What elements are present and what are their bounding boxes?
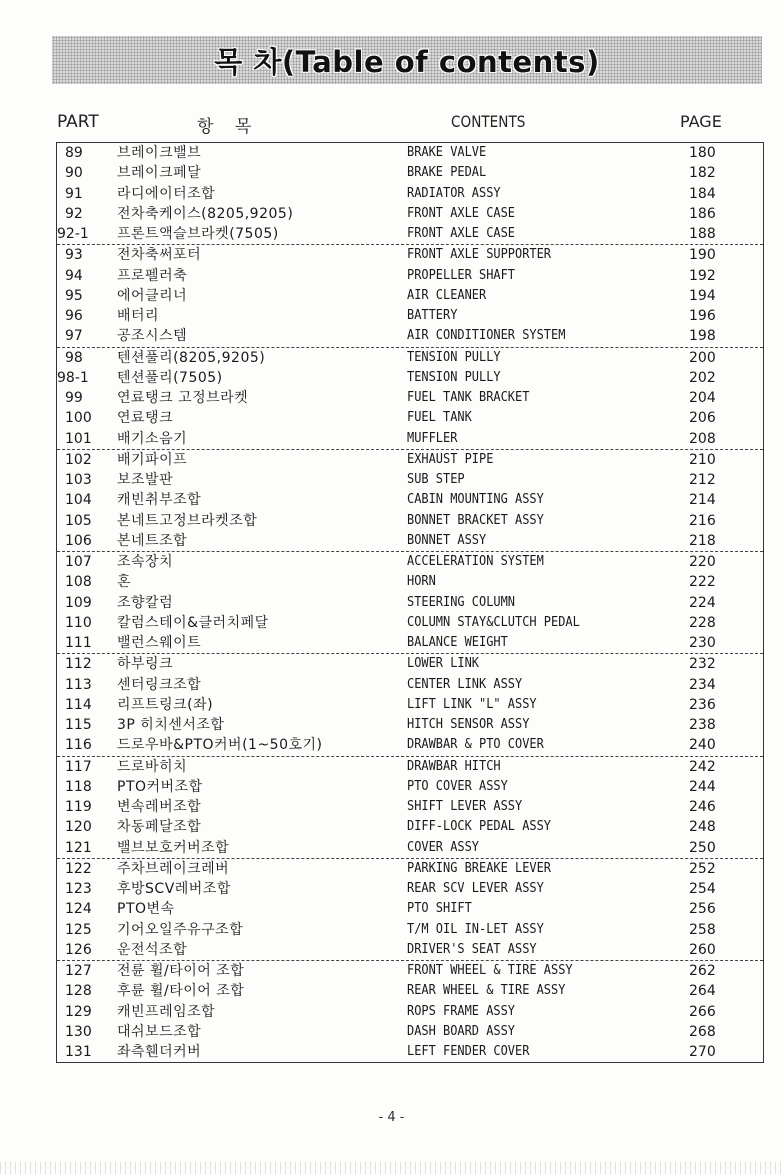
toc-part-number: 93 — [65, 247, 83, 264]
toc-part-number: 99 — [65, 390, 83, 406]
toc-english-title: TENSION PULLY — [407, 349, 501, 365]
toc-korean-title: 연료탱크 고정브라켓 — [117, 390, 249, 406]
toc-row[interactable] — [57, 368, 763, 388]
toc-part-number: 118 — [65, 778, 92, 795]
toc-page-number: 262 — [689, 963, 716, 979]
toc-korean-title: 전차축케이스(8205,9205) — [117, 205, 294, 222]
toc-part-number: 100 — [65, 410, 92, 427]
toc-page-number: 180 — [689, 145, 716, 161]
toc-row[interactable] — [57, 204, 763, 224]
toc-english-title: AIR CLEANER — [407, 287, 487, 303]
toc-page-number: 228 — [689, 614, 716, 631]
header-page: PAGE — [680, 112, 722, 131]
toc-group — [57, 348, 763, 450]
toc-row[interactable] — [57, 593, 763, 613]
toc-english-title: LIFT LINK "L" ASSY — [407, 696, 537, 712]
toc-part-number: 105 — [65, 512, 92, 529]
toc-page-number: 270 — [689, 1044, 716, 1060]
toc-row[interactable] — [57, 245, 763, 265]
header-part: PART — [57, 112, 99, 132]
toc-page-number: 186 — [689, 205, 716, 222]
toc-row[interactable] — [57, 552, 763, 572]
toc-korean-title: 대쉬보드조합 — [117, 1023, 202, 1040]
toc-row[interactable] — [57, 981, 763, 1001]
scan-edge — [0, 1162, 783, 1174]
toc-page-number: 254 — [689, 881, 716, 897]
toc-page-number: 204 — [689, 390, 716, 406]
toc-korean-title: 텐션풀리(8205,9205) — [117, 349, 266, 366]
toc-group — [57, 757, 763, 859]
toc-row[interactable] — [57, 572, 763, 592]
toc-row[interactable] — [57, 838, 763, 858]
toc-page-number: 268 — [689, 1023, 716, 1040]
toc-group — [57, 654, 763, 756]
toc-page-number: 246 — [689, 799, 716, 815]
toc-page-number: 202 — [689, 369, 716, 386]
toc-part-number: 116 — [65, 737, 92, 754]
toc-korean-title: 변속레버조합 — [117, 799, 202, 815]
toc-row[interactable] — [57, 470, 763, 490]
toc-row[interactable] — [57, 613, 763, 633]
toc-table — [56, 142, 764, 1063]
toc-part-number: 97 — [65, 328, 83, 345]
toc-korean-title: 후륜 휠/타이어 조합 — [117, 983, 245, 1000]
toc-part-number: 112 — [65, 656, 92, 673]
toc-part-number: 101 — [65, 430, 92, 447]
toc-korean-title: 배터리 — [117, 308, 160, 324]
toc-row[interactable] — [57, 1002, 763, 1022]
toc-part-number: 128 — [65, 983, 92, 1000]
toc-korean-title: 칼럼스테이&클러치페달 — [117, 614, 269, 631]
toc-korean-title: 하부링크 — [117, 656, 174, 673]
toc-part-number: 98 — [65, 349, 83, 366]
toc-english-title: REAR WHEEL & TIRE ASSY — [407, 983, 566, 999]
toc-row[interactable] — [57, 879, 763, 899]
toc-english-title: FRONT AXLE CASE — [407, 226, 516, 241]
toc-english-title: COVER ASSY — [407, 839, 480, 855]
toc-part-number: 108 — [65, 574, 92, 591]
toc-row[interactable] — [57, 777, 763, 797]
toc-english-title: BRAKE VALVE — [407, 145, 487, 160]
toc-part-number: 106 — [65, 532, 92, 549]
toc-korean-title: 프로펠러축 — [117, 267, 188, 284]
toc-row[interactable] — [57, 757, 763, 777]
toc-english-title: BRAKE PEDAL — [407, 165, 487, 181]
toc-row[interactable] — [57, 429, 763, 449]
toc-row[interactable] — [57, 961, 763, 981]
toc-row[interactable] — [57, 348, 763, 368]
toc-page-number: 210 — [689, 451, 716, 468]
toc-part-number: 94 — [65, 267, 83, 284]
toc-page-number: 198 — [689, 328, 716, 345]
toc-page-number: 258 — [689, 921, 716, 938]
toc-english-title: HITCH SENSOR ASSY — [407, 717, 530, 732]
toc-part-number: 95 — [65, 287, 83, 304]
toc-korean-title: 밸런스웨이트 — [117, 635, 202, 651]
toc-korean-title: 연료탱크 — [117, 410, 174, 427]
toc-row[interactable] — [57, 859, 763, 879]
toc-page-number: 252 — [689, 860, 716, 877]
toc-english-title: STEERING COLUMN — [407, 594, 516, 610]
toc-english-title: DRAWBAR HITCH — [407, 758, 501, 774]
toc-english-title: DASH BOARD ASSY — [407, 1023, 516, 1039]
toc-page-number: 190 — [689, 247, 716, 264]
toc-korean-title: 공조시스템 — [117, 328, 188, 345]
toc-part-number: 104 — [65, 492, 92, 509]
toc-row[interactable] — [57, 940, 763, 960]
title-banner — [52, 36, 762, 84]
toc-part-number: 114 — [65, 696, 92, 713]
toc-korean-title: 차동페달조합 — [117, 819, 202, 836]
toc-part-number: 109 — [65, 594, 92, 611]
toc-korean-title: 3P 히치센서조합 — [117, 717, 225, 733]
toc-part-number: 129 — [65, 1003, 92, 1020]
toc-group — [57, 961, 763, 1062]
toc-group — [57, 450, 763, 552]
toc-row[interactable] — [57, 143, 763, 163]
toc-korean-title: 전차축써포터 — [117, 247, 202, 264]
toc-page-number: 244 — [689, 778, 716, 795]
toc-row[interactable] — [57, 920, 763, 940]
toc-part-number: 126 — [65, 941, 92, 958]
toc-part-number: 130 — [65, 1023, 92, 1040]
toc-part-number: 127 — [65, 963, 92, 979]
toc-page-number: 182 — [689, 165, 716, 182]
toc-page-number: 218 — [689, 532, 716, 549]
toc-page-number: 240 — [689, 737, 716, 754]
toc-row[interactable] — [57, 675, 763, 695]
toc-part-number: 103 — [65, 472, 92, 488]
toc-page-number: 248 — [689, 819, 716, 836]
toc-page-number: 234 — [689, 676, 716, 693]
toc-korean-title: PTO커버조합 — [117, 778, 203, 795]
toc-korean-title: 본네트고정브라켓조합 — [117, 512, 258, 529]
toc-page-number: 194 — [689, 287, 716, 304]
toc-korean-title: 캐빈프레임조합 — [117, 1003, 216, 1020]
toc-korean-title: 배기소음기 — [117, 430, 188, 447]
toc-page-number: 220 — [689, 554, 716, 570]
toc-page-number: 242 — [689, 758, 716, 775]
toc-group — [57, 143, 763, 245]
toc-part-number: 115 — [65, 717, 92, 733]
toc-part-number: 113 — [65, 676, 92, 693]
toc-page-number: 216 — [689, 512, 716, 529]
toc-korean-title: 리프트링크(좌) — [117, 696, 214, 713]
toc-english-title: FRONT AXLE CASE — [407, 205, 516, 221]
toc-part-number: 119 — [65, 799, 92, 815]
header-item: 항 목 — [197, 117, 260, 137]
toc-korean-title: 밸브보호커버조합 — [117, 839, 230, 856]
toc-row[interactable] — [57, 511, 763, 531]
toc-english-title: LOWER LINK — [407, 656, 480, 672]
toc-english-title: DRAWBAR & PTO COVER — [407, 737, 544, 753]
toc-korean-title: 보조발판 — [117, 472, 174, 488]
toc-page-number: 206 — [689, 410, 716, 427]
toc-english-title: CENTER LINK ASSY — [407, 676, 523, 692]
toc-english-title: EXHAUST PIPE — [407, 451, 494, 467]
toc-korean-title: 후방SCV레버조합 — [117, 881, 231, 897]
toc-english-title: REAR SCV LEVER ASSY — [407, 881, 544, 896]
toc-row[interactable] — [57, 388, 763, 408]
toc-english-title: FRONT AXLE SUPPORTER — [407, 247, 552, 263]
toc-row[interactable] — [57, 531, 763, 551]
toc-english-title: ROPS FRAME ASSY — [407, 1003, 516, 1019]
toc-part-number: 117 — [65, 758, 92, 775]
toc-row[interactable] — [57, 163, 763, 183]
toc-english-title: TENSION PULLY — [407, 369, 501, 385]
toc-korean-title: 텐션풀리(7505) — [117, 369, 223, 386]
toc-korean-title: 본네트조합 — [117, 532, 188, 549]
toc-korean-title: 드로바히치 — [117, 758, 188, 775]
toc-part-number: 92 — [65, 205, 83, 222]
toc-part-number: 111 — [65, 635, 92, 651]
toc-korean-title: 에어클리너 — [117, 287, 188, 304]
toc-korean-title: 드로우바&PTO커버(1~50호기) — [117, 737, 323, 754]
toc-row[interactable] — [57, 1022, 763, 1042]
toc-korean-title: 센터링크조합 — [117, 676, 202, 693]
toc-english-title: FUEL TANK — [407, 410, 472, 426]
toc-page-number: 222 — [689, 574, 716, 591]
toc-english-title: BONNET ASSY — [407, 532, 487, 548]
toc-english-title: RADIATOR ASSY — [407, 185, 501, 201]
toc-english-title: MUFFLER — [407, 430, 458, 446]
toc-group — [57, 859, 763, 961]
toc-part-number: 107 — [65, 554, 92, 570]
toc-english-title: AIR CONDITIONER SYSTEM — [407, 328, 566, 344]
toc-english-title: SHIFT LEVER ASSY — [407, 799, 523, 814]
page-title: 목 차(Table of contents) — [214, 44, 600, 79]
toc-part-number: 120 — [65, 819, 92, 836]
toc-row[interactable] — [57, 817, 763, 837]
toc-part-number: 123 — [65, 881, 92, 897]
toc-page-number: 260 — [689, 941, 716, 958]
toc-part-number: 110 — [65, 614, 92, 631]
toc-english-title: LEFT FENDER COVER — [407, 1044, 530, 1059]
toc-row[interactable] — [57, 797, 763, 817]
toc-english-title: BONNET BRACKET ASSY — [407, 512, 544, 528]
toc-korean-title: 조향칼럼 — [117, 594, 174, 611]
toc-part-number: 96 — [65, 308, 83, 324]
toc-korean-title: 좌측휀더커버 — [117, 1044, 202, 1060]
toc-part-number: 124 — [65, 901, 92, 918]
toc-row[interactable] — [57, 695, 763, 715]
toc-row[interactable] — [57, 184, 763, 204]
toc-part-number: 91 — [65, 185, 83, 202]
toc-korean-title: 브레이크페달 — [117, 165, 202, 182]
toc-english-title: SUB STEP — [407, 472, 465, 487]
toc-row[interactable] — [57, 654, 763, 674]
toc-english-title: COLUMN STAY&CLUTCH PEDAL — [407, 614, 580, 630]
toc-english-title: FUEL TANK BRACKET — [407, 390, 530, 405]
toc-page-number: 192 — [689, 267, 716, 284]
toc-row[interactable] — [57, 633, 763, 653]
toc-part-number: 102 — [65, 451, 92, 468]
toc-english-title: PTO COVER ASSY — [407, 778, 508, 794]
toc-part-number: 90 — [65, 165, 83, 182]
toc-part-number: 89 — [65, 145, 83, 161]
toc-korean-title: 전륜 휠/타이어 조합 — [117, 963, 245, 979]
toc-korean-title: 혼 — [117, 574, 132, 591]
toc-row[interactable] — [57, 286, 763, 306]
toc-korean-title: 조속장치 — [117, 554, 174, 570]
toc-page-number: 212 — [689, 472, 716, 488]
toc-part-number: 125 — [65, 921, 92, 938]
toc-korean-title: 라디에이터조합 — [117, 185, 216, 202]
toc-page-number: 232 — [689, 656, 716, 673]
toc-english-title: DRIVER'S SEAT ASSY — [407, 941, 537, 957]
toc-english-title: DIFF-LOCK PEDAL ASSY — [407, 819, 552, 835]
toc-page-number: 200 — [689, 349, 716, 366]
toc-english-title: BATTERY — [407, 308, 458, 323]
toc-row[interactable] — [57, 735, 763, 755]
toc-group — [57, 245, 763, 347]
toc-korean-title: 운전석조합 — [117, 941, 188, 958]
toc-page-number: 250 — [689, 839, 716, 856]
toc-page-number: 230 — [689, 635, 716, 651]
toc-page-number: 256 — [689, 901, 716, 918]
toc-row[interactable] — [57, 450, 763, 470]
toc-page-number: 264 — [689, 983, 716, 1000]
toc-row[interactable] — [57, 306, 763, 326]
toc-page-number: 184 — [689, 185, 716, 202]
toc-page-number: 188 — [689, 226, 716, 242]
toc-english-title: FRONT WHEEL & TIRE ASSY — [407, 963, 573, 978]
toc-english-title: BALANCE WEIGHT — [407, 635, 508, 650]
toc-page-number: 208 — [689, 430, 716, 447]
toc-english-title: PROPELLER SHAFT — [407, 267, 516, 283]
toc-english-title: HORN — [407, 574, 436, 590]
toc-row[interactable] — [57, 408, 763, 428]
toc-korean-title: 주차브레이크레버 — [117, 860, 230, 877]
toc-korean-title: 브레이크밸브 — [117, 145, 202, 161]
toc-page-number: 238 — [689, 717, 716, 733]
toc-korean-title: PTO변속 — [117, 901, 175, 918]
toc-page-number: 266 — [689, 1003, 716, 1020]
toc-row[interactable] — [57, 490, 763, 510]
toc-english-title: ACCELERATION SYSTEM — [407, 554, 544, 569]
toc-row[interactable] — [57, 266, 763, 286]
toc-english-title: CABIN MOUNTING ASSY — [407, 492, 544, 508]
toc-korean-title: 기어오일주유구조합 — [117, 921, 244, 938]
toc-page-number: 224 — [689, 594, 716, 611]
toc-korean-title: 배기파이프 — [117, 451, 188, 468]
toc-part-number: 131 — [65, 1044, 92, 1060]
toc-part-number: 122 — [65, 860, 92, 877]
toc-row[interactable] — [57, 899, 763, 919]
toc-page-number: 196 — [689, 308, 716, 324]
toc-korean-title: 프론트액슬브라켓(7505) — [117, 226, 279, 242]
toc-part-number: 98-1 — [57, 369, 89, 386]
page-number: - 4 - — [378, 1110, 405, 1125]
toc-row[interactable] — [57, 1042, 763, 1062]
toc-korean-title: 캐빈취부조합 — [117, 492, 202, 509]
toc-page-number: 236 — [689, 696, 716, 713]
toc-group — [57, 552, 763, 654]
toc-row[interactable] — [57, 715, 763, 735]
toc-english-title: T/M OIL IN-LET ASSY — [407, 921, 544, 937]
toc-row[interactable] — [57, 326, 763, 346]
header-contents: CONTENTS — [451, 112, 526, 131]
toc-page-number: 214 — [689, 492, 716, 509]
toc-english-title: PARKING BREAKE LEVER — [407, 860, 552, 876]
toc-english-title: PTO SHIFT — [407, 901, 472, 917]
toc-part-number: 121 — [65, 839, 92, 856]
toc-part-number: 92-1 — [57, 226, 89, 242]
toc-row[interactable] — [57, 224, 763, 244]
